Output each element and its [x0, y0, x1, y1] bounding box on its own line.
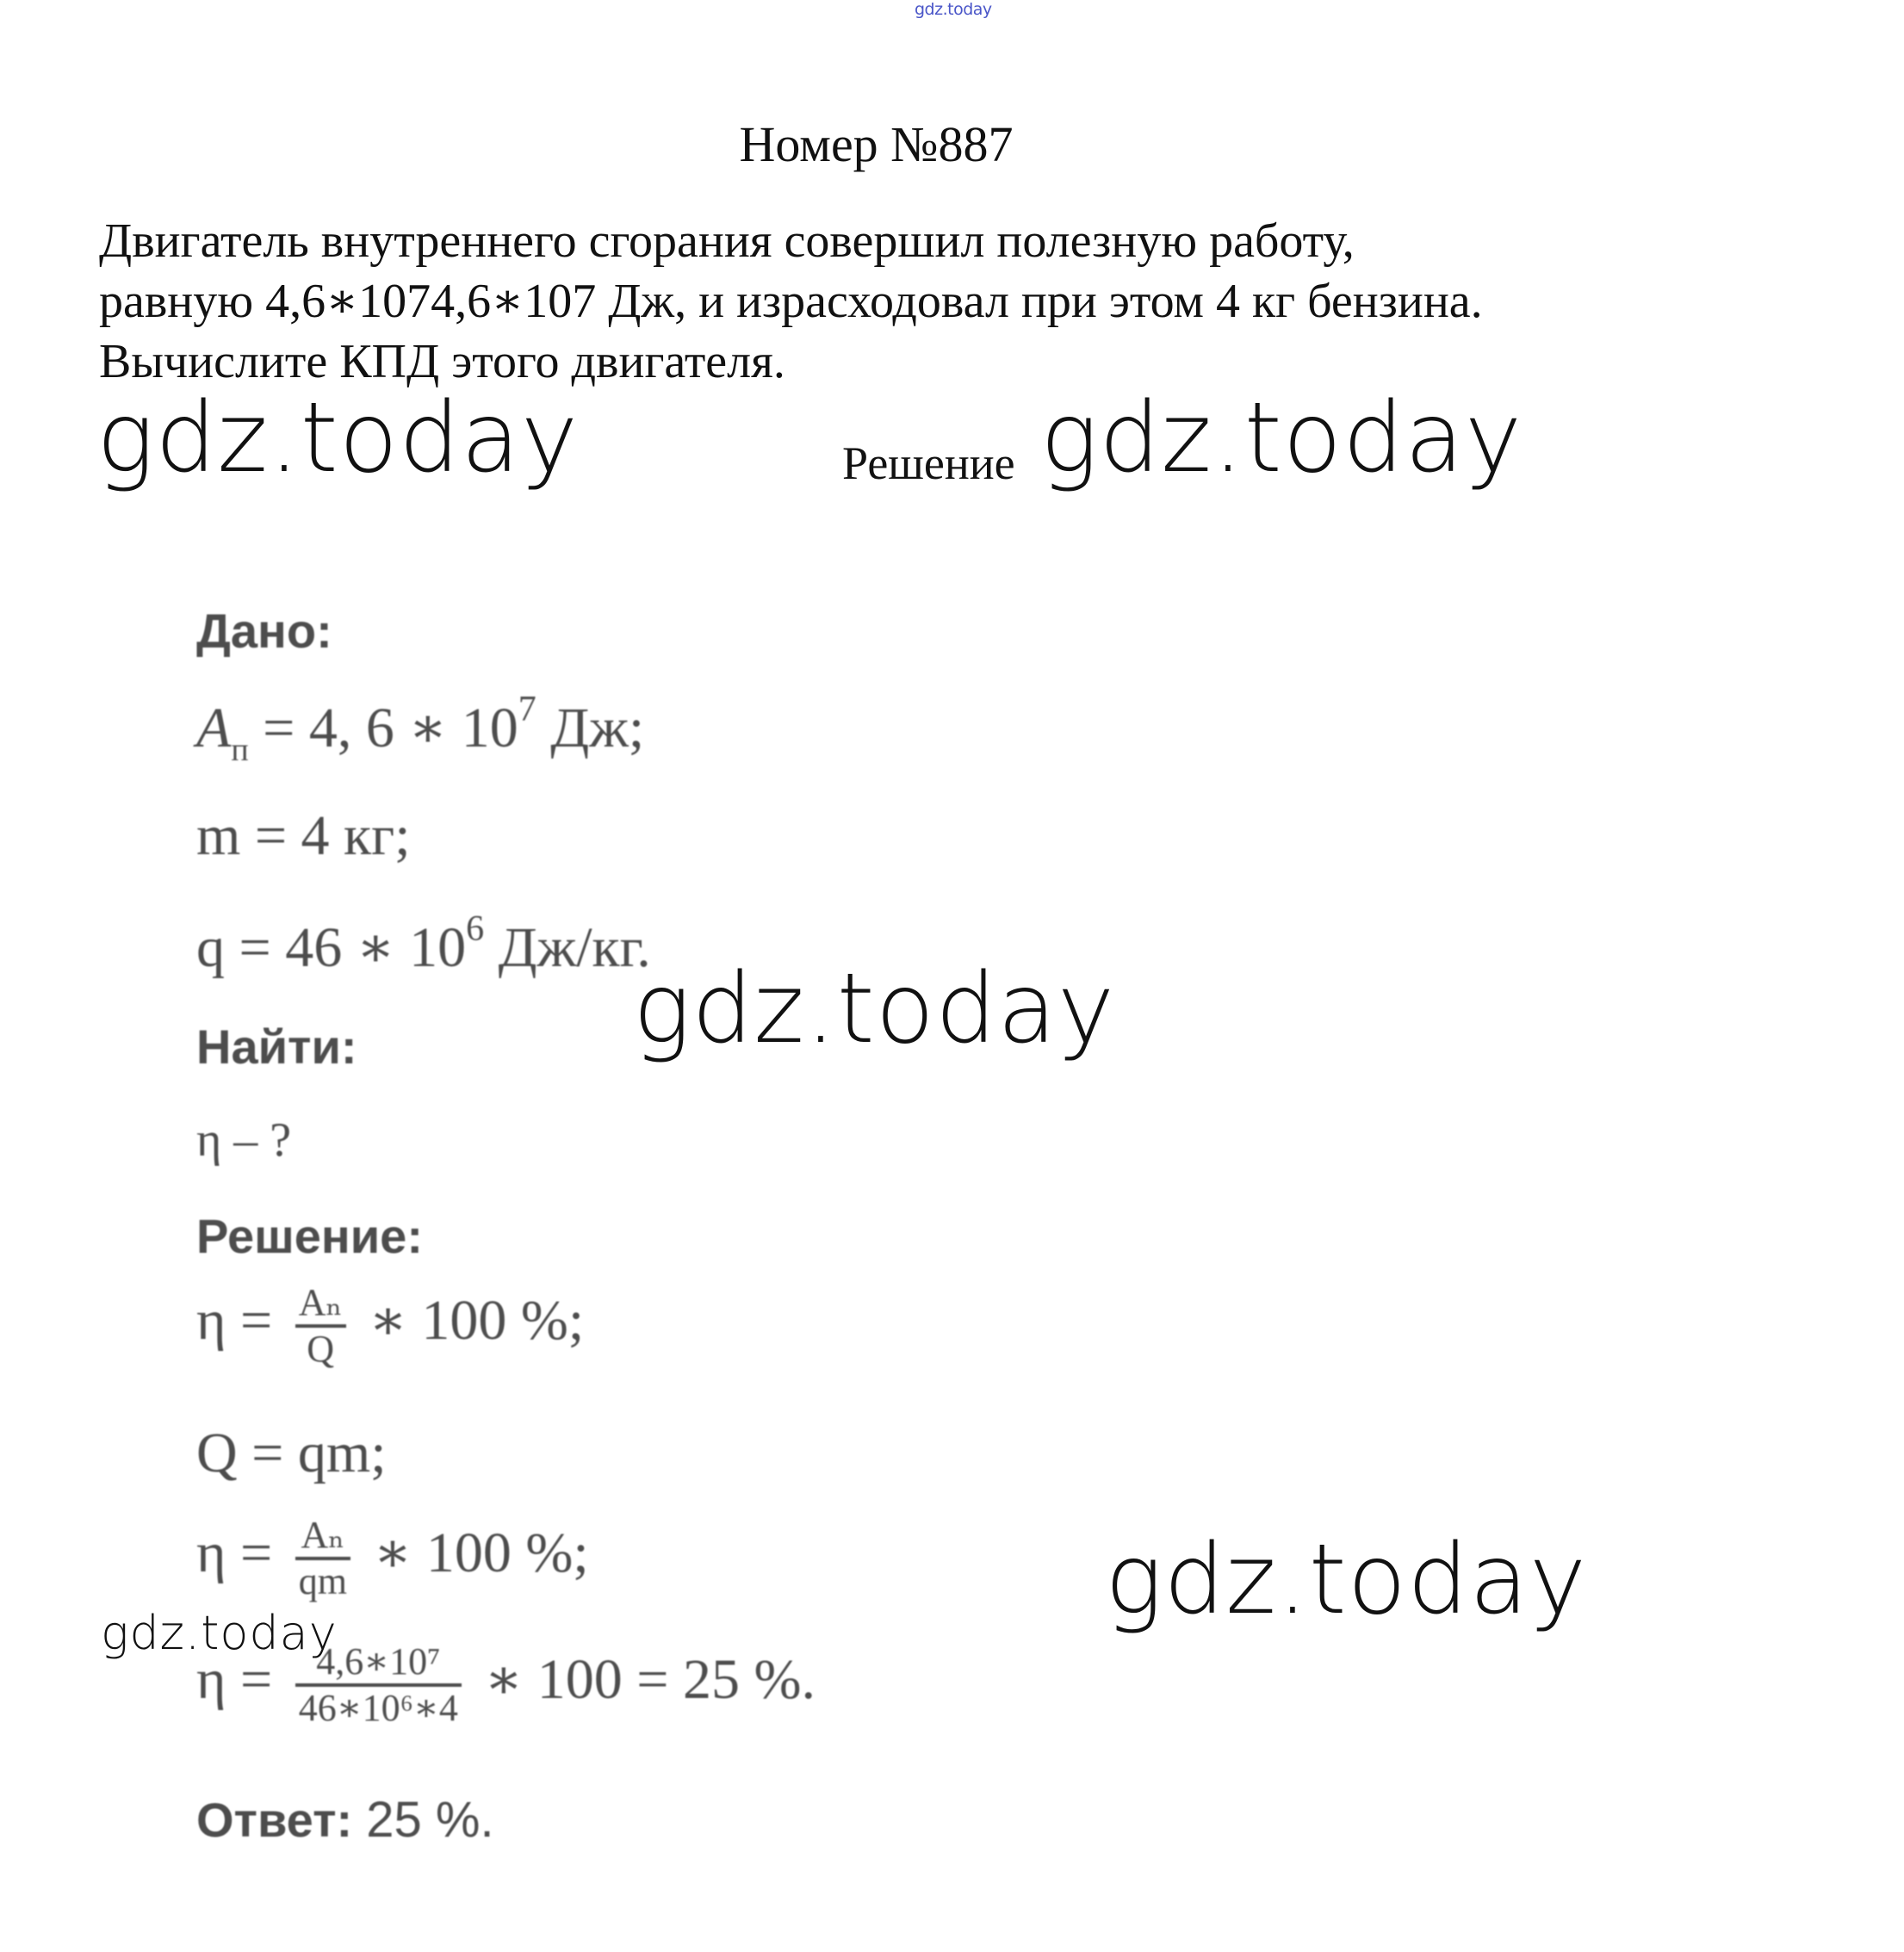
equation-heat: Q = qm; — [196, 1422, 387, 1484]
fraction — [295, 1514, 350, 1603]
watermark: gdz.today — [1105, 1524, 1588, 1636]
equation-efficiency-sub — [196, 1514, 589, 1603]
answer-label: Ответ: — [196, 1793, 353, 1847]
heat-exponent: 6 — [466, 909, 485, 949]
fraction-numerator: 4,6∗10⁷ — [295, 1640, 462, 1687]
given-label: Дано: — [196, 604, 332, 658]
watermark: gdz.today — [1040, 382, 1523, 494]
given-work — [196, 689, 644, 769]
solution-heading: Решение — [842, 437, 1015, 489]
work-subscript: п — [231, 732, 249, 768]
eq-rhs: ∗ 100 = 25 %. — [469, 1648, 816, 1712]
fraction — [295, 1281, 346, 1371]
fraction-denominator: qm — [298, 1560, 347, 1602]
watermark: gdz.today — [101, 1606, 338, 1660]
equation-efficiency — [196, 1281, 584, 1371]
fraction-numerator: Aₙ — [295, 1514, 350, 1560]
eq-lhs: η = — [196, 1289, 287, 1353]
answer-value: 25 %. — [352, 1792, 494, 1848]
problem-line: Вычислите КПД этого двигателя. — [99, 335, 785, 388]
heat-value: q = 46 ∗ 10 — [196, 916, 467, 979]
fraction-numerator: Aₙ — [295, 1281, 346, 1328]
work-exponent: 7 — [518, 690, 536, 729]
fraction-denominator: 46∗10⁶∗4 — [298, 1687, 458, 1729]
equation-result — [196, 1640, 816, 1730]
find-label: Найти: — [196, 1019, 357, 1074]
answer — [196, 1791, 494, 1849]
fraction-denominator: Q — [307, 1328, 335, 1370]
title-text: Номер №887 — [739, 116, 1014, 172]
eq-rhs: ∗ 100 %; — [358, 1521, 589, 1585]
find-target: η – ? — [196, 1113, 292, 1167]
work-value: = 4, 6 ∗ 10 — [248, 697, 518, 759]
work-unit: Дж; — [536, 697, 645, 759]
problem-line: равную 4,6∗1074,6∗107 Дж, и израсходовал при этом 4 кг бензина. — [99, 275, 1483, 328]
header-watermark: gdz.today — [915, 0, 992, 19]
given-mass: m = 4 кг; — [196, 804, 411, 867]
solve-label: Решение: — [196, 1209, 423, 1263]
work-symbol: A — [196, 697, 232, 759]
eq-lhs: η = — [196, 1648, 287, 1712]
fraction — [295, 1640, 462, 1730]
given-heat — [196, 908, 651, 981]
watermark: gdz.today — [633, 953, 1116, 1065]
watermark: gdz.today — [96, 382, 580, 494]
heat-unit: Дж/кг. — [484, 916, 651, 979]
eq-lhs: η = — [196, 1521, 287, 1585]
eq-rhs: ∗ 100 %; — [354, 1289, 585, 1353]
problem-line: Двигатель внутреннего сгорания совершил полезную работу, — [99, 214, 1355, 268]
